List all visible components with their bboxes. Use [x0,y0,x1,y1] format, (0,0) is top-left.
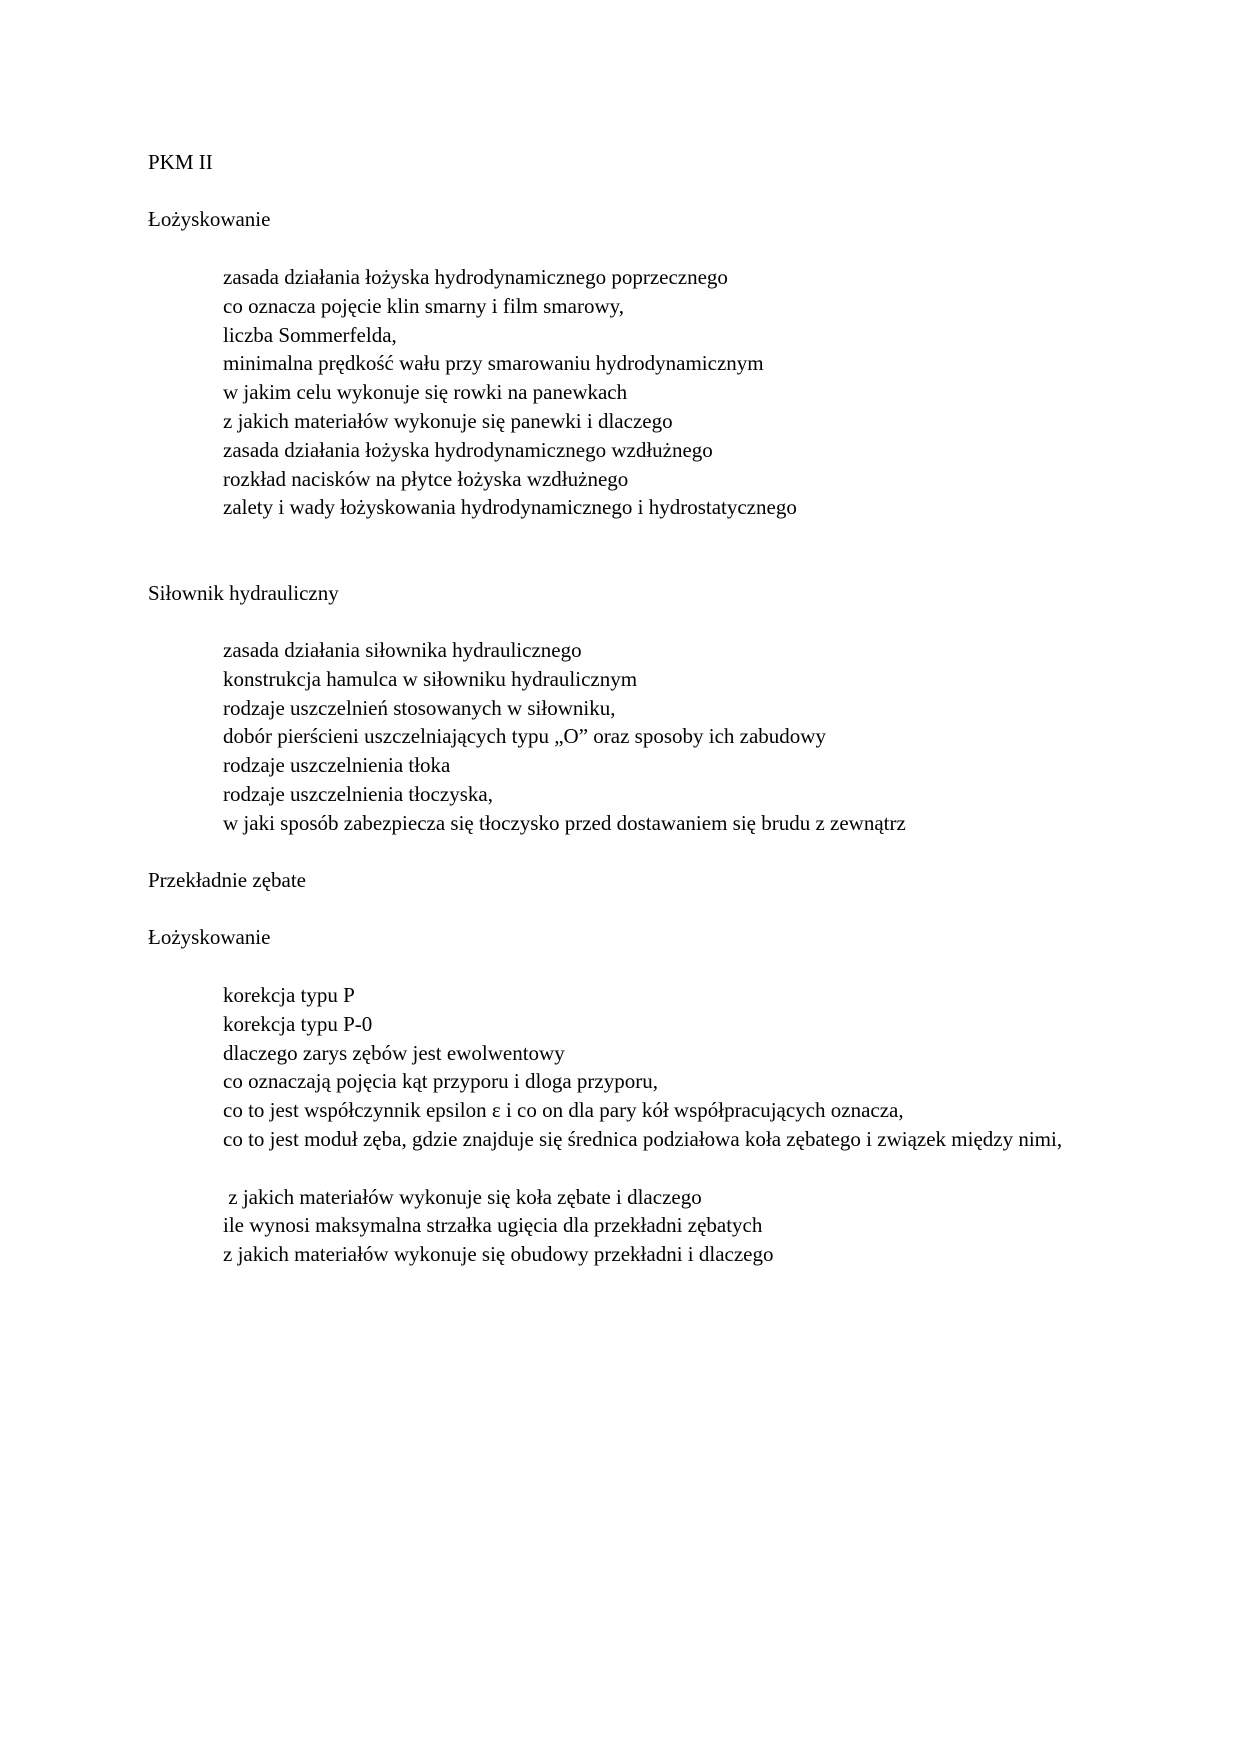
item-text: z jakich materiałów wykonuje się obudowy przekładni i dlaczego [223,1242,774,1267]
item-text: z jakich materiałów wykonuje się panewki i dlaczego [223,408,673,433]
item-text: korekcja typu P-0 [223,1011,373,1036]
item-text: co to jest moduł zęba, gdzie znajduje się średnica podziałowa koła zębatego i związek między nimi, [223,1126,1063,1151]
item-text: co oznaczają pojęcia kąt przyporu i dloga przyporu, [223,1069,658,1094]
item-text: rodzaje uszczelnienia tłoka [223,753,451,778]
section-heading-gears: Przekładnie zębate [148,868,306,892]
item-text: korekcja typu P [223,983,355,1007]
item-text: zasada działania łożyska hydrodynamicznego wzdłużnego [223,437,713,462]
item-text: zasada działania siłownika hydraulicznego [223,638,582,662]
item-text: liczba Sommerfelda, [223,322,397,347]
item-text: rodzaje uszczelnień stosowanych w siłowniku, [223,695,616,720]
section-heading-hydraulic-cylinder: Siłownik hydrauliczny [148,581,339,605]
item-text: dlaczego zarys zębów jest ewolwentowy [223,1040,565,1065]
section-heading-bearings-2: Łożyskowanie [148,925,271,949]
document-title: PKM II [148,150,213,174]
item-text: rozkład nacisków na płytce łożyska wzdłużnego [223,466,629,491]
item-text: zasada działania łożyska hydrodynamicznego poprzecznego [223,265,728,289]
item-text: w jaki sposób zabezpiecza się tłoczysko przed dostawaniem się brudu z zewnątrz [223,810,906,835]
item-text: minimalna prędkość wału przy smarowaniu hydrodynamicznym [223,351,764,376]
item-text: konstrukcja hamulca w siłowniku hydraulicznym [223,666,638,691]
item-text: co oznacza pojęcie klin smarny i film smarowy, [223,293,624,318]
item-text: zalety i wady łożyskowania hydrodynamicznego i hydrostatycznego [223,495,797,520]
item-text: co to jest współczynnik epsilon ε i co on dla pary kół współpracujących oznacza, [223,1098,904,1123]
item-text: rodzaje uszczelnienia tłoczyska, [223,781,493,806]
section-heading-bearings: Łożyskowanie [148,207,271,231]
item-text: dobór pierścieni uszczelniających typu „O” oraz sposoby ich zabudowy [223,724,826,749]
item-text: z jakich materiałów wykonuje się koła zębate i dlaczego [223,1184,702,1209]
item-text: w jakim celu wykonuje się rowki na panewkach [223,380,628,405]
item-text: ile wynosi maksymalna strzałka ugięcia dla przekładni zębatych [223,1213,763,1238]
